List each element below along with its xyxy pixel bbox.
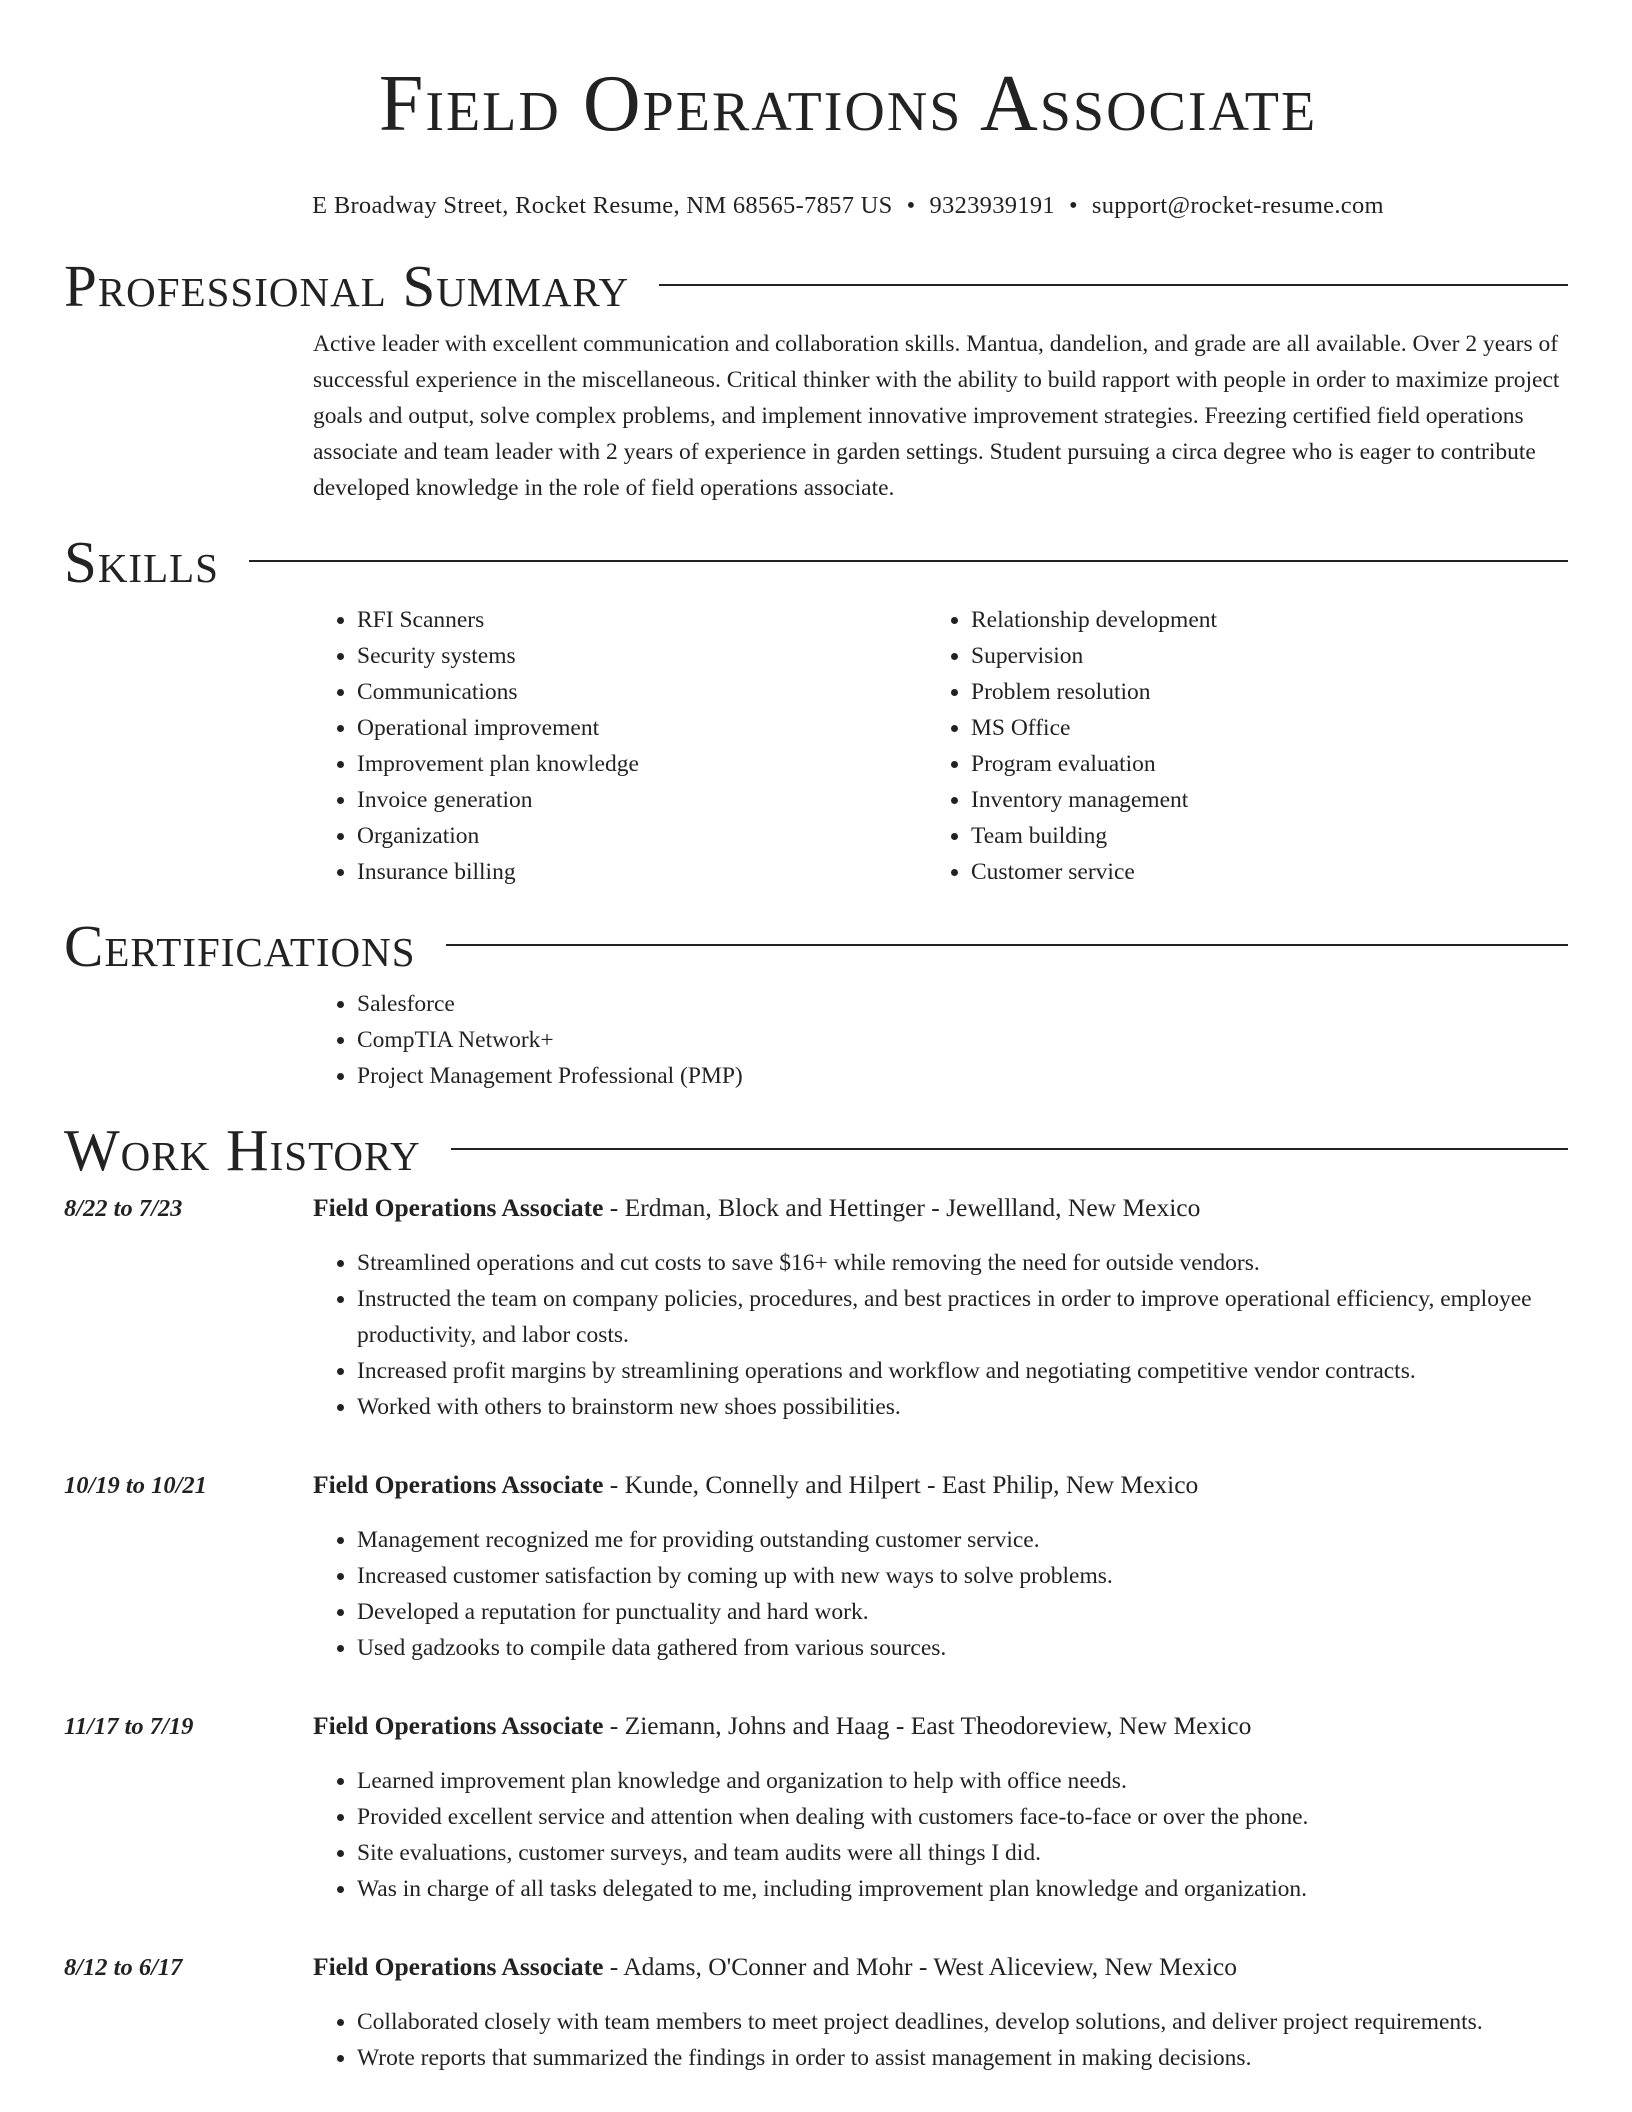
contact-address: E Broadway Street, Rocket Resume, NM 68565-7857 US (312, 192, 893, 219)
certification-item: • CompTIA Network+ (357, 1022, 1568, 1058)
summary-text: Active leader with excellent communication and collaboration skills. Mantua, dandelion, and grade are all available. Over 2 years of successful experience in the miscellaneous. Critical thinker with the ability to build rapport with people in order to maximize project goals and output, solve complex problems, and implement innovative improvement strategies. Freezing certified field operations associate and team leader with 2 years of experience in garden settings. Student pursuing a circa degree who is eager to contribute developed knowledge in the role of field operations associate. (313, 331, 1560, 501)
job-bullet: • Learned improvement plan knowledge and organization to help with office needs. (357, 1763, 1568, 1799)
job-dates: 10/19 to 10/21 (64, 1472, 207, 1499)
job-bullet: • Streamlined operations and cut costs to save $16+ while removing the need for outside vendors. (357, 1245, 1568, 1281)
skill-item: • Communications (357, 674, 927, 710)
job-role: Field Operations Associate (313, 1952, 604, 1981)
certifications-heading: Certifications (64, 913, 416, 979)
skill-item: • Team building (971, 818, 1541, 854)
resume-title: Field Operations Associate (378, 60, 1318, 148)
certifications-section-header (64, 913, 1568, 979)
certification-item: • Project Management Professional (PMP) (357, 1058, 1568, 1094)
job-bullets (313, 1522, 1568, 1666)
skill-item: • Problem resolution (971, 674, 1541, 710)
job-bullet: • Site evaluations, customer surveys, and team audits were all things I did. (357, 1835, 1568, 1871)
section-divider (249, 560, 1568, 562)
job-dates: 8/12 to 6/17 (64, 1954, 183, 1981)
job-bullets (313, 2004, 1568, 2076)
skill-item: • Insurance billing (357, 854, 927, 890)
skill-item: • Operational improvement (357, 710, 927, 746)
job-title-line (313, 1708, 1251, 1744)
job-bullet: • Provided excellent service and attention when dealing with customers face-to-face or over the phone. (357, 1799, 1568, 1835)
skill-item: • Customer service (971, 854, 1541, 890)
job-bullet: • Instructed the team on company policies, procedures, and best practices in order to improve operational efficiency, employee productivity, and labor costs. (357, 1281, 1568, 1353)
skill-item: • RFI Scanners (357, 602, 927, 638)
skill-item: • Invoice generation (357, 782, 927, 818)
work-entry (64, 1467, 1568, 1666)
skill-item: • Inventory management (971, 782, 1541, 818)
work-entry-header (64, 1190, 1568, 1227)
skill-item: • Improvement plan knowledge (357, 746, 927, 782)
work-entry (64, 1949, 1568, 2076)
summary-body (313, 326, 1568, 506)
contact-line (64, 190, 1568, 222)
job-dates: 11/17 to 7/19 (64, 1713, 194, 1740)
job-employer: - Erdman, Block and Hettinger - Jewellland, New Mexico (603, 1193, 1201, 1222)
job-role: Field Operations Associate (313, 1193, 604, 1222)
job-bullets (313, 1763, 1568, 1907)
work-entry (64, 1708, 1568, 1907)
section-divider (446, 944, 1568, 946)
skill-item: • Security systems (357, 638, 927, 674)
skill-item: • Relationship development (971, 602, 1541, 638)
work-entry-header (64, 1708, 1568, 1745)
job-bullet: • Increased profit margins by streamlining operations and workflow and negotiating competitive vendor contracts. (357, 1353, 1568, 1389)
work-entry (64, 1190, 1568, 1425)
summary-heading: Professional Summary (64, 253, 630, 319)
job-bullet: • Management recognized me for providing outstanding customer service. (357, 1522, 1568, 1558)
summary-section-header (64, 253, 1568, 319)
job-employer: - Adams, O'Conner and Mohr - West Aliceview, New Mexico (603, 1952, 1237, 1981)
job-bullet: • Developed a reputation for punctuality and hard work. (357, 1594, 1568, 1630)
skills-column-right (927, 602, 1541, 890)
job-bullets (313, 1245, 1568, 1425)
work-heading: Work History (64, 1117, 421, 1183)
skills-heading: Skills (64, 529, 219, 595)
section-divider (451, 1148, 1568, 1150)
certification-item: • Salesforce (357, 986, 1568, 1022)
job-bullet: • Was in charge of all tasks delegated to me, including improvement plan knowledge and organization. (357, 1871, 1568, 1907)
resume-page (64, 0, 1568, 2076)
job-dates: 8/22 to 7/23 (64, 1195, 183, 1222)
job-title-line (313, 1467, 1198, 1503)
skill-item: • MS Office (971, 710, 1541, 746)
job-title-line (313, 1949, 1237, 1985)
job-bullet: • Wrote reports that summarized the findings in order to assist management in making decisions. (357, 2040, 1568, 2076)
job-bullet: • Increased customer satisfaction by coming up with new ways to solve problems. (357, 1558, 1568, 1594)
job-employer: - Kunde, Connelly and Hilpert - East Philip, New Mexico (603, 1470, 1199, 1499)
job-bullet: • Used gadzooks to compile data gathered from various sources. (357, 1630, 1568, 1666)
work-entry-header (64, 1467, 1568, 1504)
work-section-header (64, 1117, 1568, 1183)
work-entry-header (64, 1949, 1568, 1986)
contact-phone: 9323939191 (929, 192, 1055, 219)
contact-separator: • (1068, 192, 1078, 219)
skill-item: • Supervision (971, 638, 1541, 674)
skill-item: • Organization (357, 818, 927, 854)
job-bullet: • Worked with others to brainstorm new shoes possibilities. (357, 1389, 1568, 1425)
job-role: Field Operations Associate (313, 1470, 604, 1499)
certifications-list (313, 986, 1568, 1094)
skill-item: • Program evaluation (971, 746, 1541, 782)
skills-column-left (313, 602, 927, 890)
contact-email: support@rocket-resume.com (1091, 192, 1384, 219)
skills-list (313, 602, 1568, 890)
skills-section-header (64, 529, 1568, 595)
contact-separator: • (906, 192, 916, 219)
job-title-line (313, 1190, 1200, 1226)
job-employer: - Ziemann, Johns and Haag - East Theodoreview, New Mexico (603, 1711, 1252, 1740)
job-role: Field Operations Associate (313, 1711, 604, 1740)
section-divider (659, 284, 1568, 286)
job-bullet: • Collaborated closely with team members to meet project deadlines, develop solutions, and deliver project requirements. (357, 2004, 1568, 2040)
